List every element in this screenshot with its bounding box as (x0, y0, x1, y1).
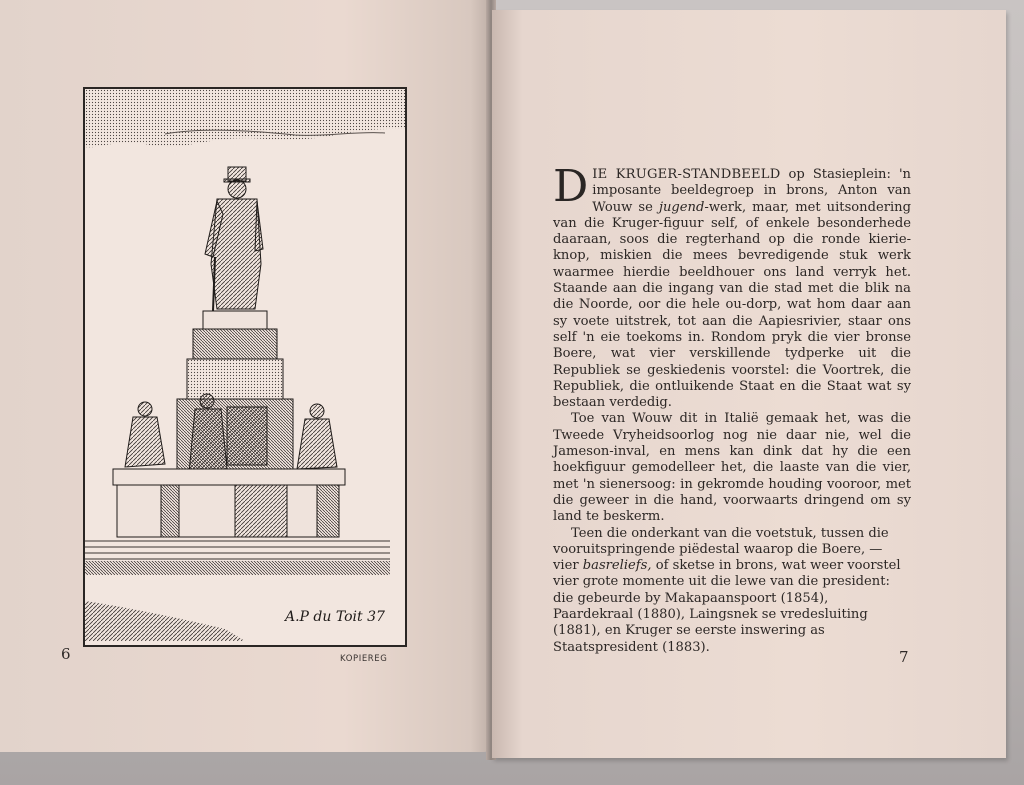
kruger-statue-illustration (83, 87, 407, 647)
lead-heading: IE KRUGER-STANDBEELD (592, 167, 781, 182)
paragraph-3-rest: of sketse in brons, wat weer voorstel vier grote momente uit die lewe van die president: die gebeurde by Makapaanspoort (1854), Paardekraal (1880), Laingsnek se vredesluiting (1881), en Kruger se eerste inswering as Staatspresident (1883). (553, 558, 901, 655)
paragraph-1-text: op Stasieplein: 'n imposante beeldegroep in brons, Anton van Wouw se (592, 167, 911, 215)
paragraph-3-text: Teen die onderkant van die voetstuk, tussen die vooruitspringende piëdestal waarop die Boere, — vier (553, 525, 889, 574)
artist-signature: A.P du Toit 37 (285, 609, 385, 625)
page-number-left: 6 (61, 645, 71, 663)
monument-base (113, 469, 345, 537)
paragraph-3 (553, 526, 911, 656)
hedge (85, 561, 390, 575)
paragraph-2: Toe van Wouw dit in Italië gemaak het, was die Tweede Vryheidsoorlog nog nie daar nie, wel die Jameson-inval, en mens kan dink dat hy die een hoekfiguur gemodelleer het, die laaste van die vier, met 'n sienersoog: in gekromde houding vooroor, met die geweer in die hand, voorwaarts dringend om sy land te beskerm. (553, 411, 911, 525)
left-page (0, 0, 490, 752)
drop-cap: D (553, 161, 589, 212)
paragraph-1 (553, 161, 911, 411)
italic-term-basreliefs: basreliefs, (582, 558, 652, 574)
sky-clouds (85, 89, 405, 147)
foreground-shadow (85, 601, 245, 641)
paragraph-1-rest: -werk, maar, met uitsondering van die Kruger-figuur self, of enkele besonderhede daaraan, soos die regterhand op die ronde kierie-knop, miskien die mees bevredigende stuk werk waarmee hierdie beeldhouer ons land verryk het. Staande aan die ingang van die stad met die blik na die Noorde, oor die hele ou-dorp, wat hom daar aan sy voete uitstrek, tot aan die Aapiesrivier, staar ons self 'n eie toekoms in. Rondom pryk die vier bronse Boere, wat vier verskillende tydperke uit die Republiek se geskiedenis voorstel: die Voortrek, die Republiek, die ontluikende Staat en die Staat wat sy bestaan verdedig. (553, 199, 911, 411)
kruger-figure (205, 167, 263, 311)
italic-term-jugend: jugend (658, 199, 705, 215)
article-text (553, 161, 911, 656)
copyright-label: KOPIEREG (340, 654, 388, 664)
steps (85, 541, 390, 559)
page-number-right: 7 (899, 648, 909, 666)
